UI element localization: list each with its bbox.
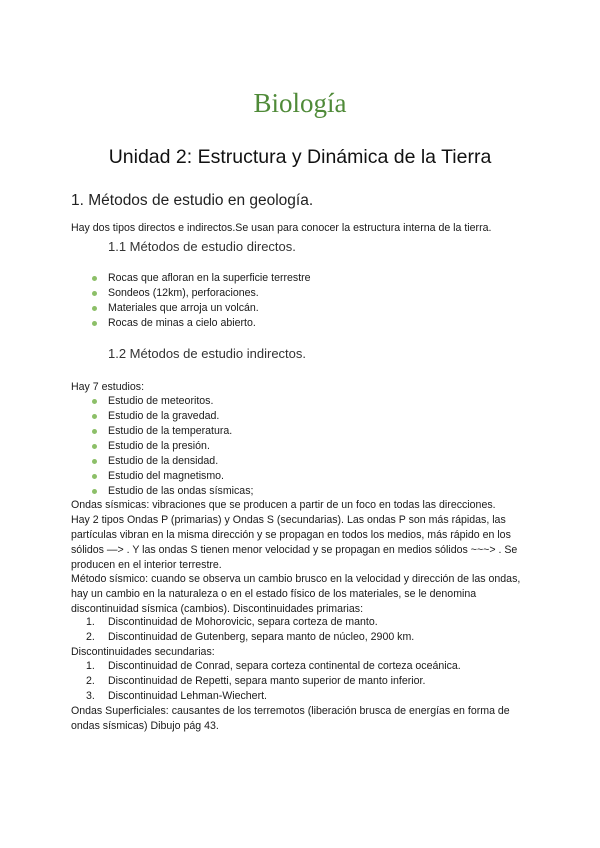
list-item: 3. Discontinuidad Lehman-Wiechert. [86,690,267,702]
document-title: Biología [253,88,347,118]
list-item: Rocas que afloran en la superficie terrestre [92,271,311,286]
list-item: Sondeos (12km), perforaciones. [92,286,311,301]
ondas-superficiales-paragraph: Ondas Superficiales: causantes de los terremotos (liberación brusca de energías en forma de ondas sísmicas) Dibujo pág 43. [71,705,510,732]
secondary-discontinuities-label: Discontinuidades secundarias: [71,646,215,658]
ondas-tipos-paragraph: Hay 2 tipos Ondas P (primarias) y Ondas S (secundarias). Las ondas P son más rápidas, las partículas vibran en la misma dirección y se propagan en todos los medios, más rápido en los sólidos —> . Y las ondas S tienen menor velocidad y se propagan en medios sólidos ~~~> . Se producen en el interior terrestre. [71,514,518,571]
list-item: Estudio de las ondas sísmicas; [92,484,253,499]
metodo-sismico-paragraph: Método sísmico: cuando se observa un cambio brusco en la velocidad y dirección de las ondas, hay un cambio en la naturaleza o en el estado físico de los materiales, se le denomina discontinuidad sísmica (cambios). Discontinuidades primarias: [71,573,521,615]
secondary-discontinuities-list [86,659,461,704]
list-item: Materiales que arroja un volcán. [92,301,311,316]
list-item: Estudio de la densidad. [92,454,253,469]
list-item: 2. Discontinuidad de Repetti, separa manto superior de manto inferior. [86,675,426,687]
indirect-methods-list [92,394,253,499]
section-1-intro: Hay dos tipos directos e indirectos.Se usan para conocer la estructura interna de la tierra. [71,222,492,234]
unit-title: Unidad 2: Estructura y Dinámica de la Tierra [108,146,492,168]
list-item: Rocas de minas a cielo abierto. [92,316,311,331]
list-item: 2. Discontinuidad de Gutenberg, separa manto de núcleo, 2900 km. [86,631,415,643]
list-item: 1. Discontinuidad de Mohorovicic, separa corteza de manto. [86,616,378,628]
direct-methods-list [92,271,311,331]
section-1-heading: 1. Métodos de estudio en geología. [71,192,314,209]
list-item: Estudio de la presión. [92,439,253,454]
ondas-sismicas-paragraph: Ondas sísmicas: vibraciones que se producen a partir de un foco en todas las direcciones. [71,499,496,511]
list-item: 1. Discontinuidad de Conrad, separa corteza continental de corteza oceánica. [86,660,461,672]
section-1-1-heading: 1.1 Métodos de estudio directos. [108,239,296,254]
section-1-2-intro: Hay 7 estudios: [71,381,145,393]
primary-discontinuities-list [86,615,414,645]
list-item: Estudio de la temperatura. [92,424,253,439]
section-1-2-heading: 1.2 Métodos de estudio indirectos. [108,346,307,361]
list-item: Estudio de la gravedad. [92,409,253,424]
list-item: Estudio de meteoritos. [92,394,253,409]
list-item: Estudio del magnetismo. [92,469,253,484]
